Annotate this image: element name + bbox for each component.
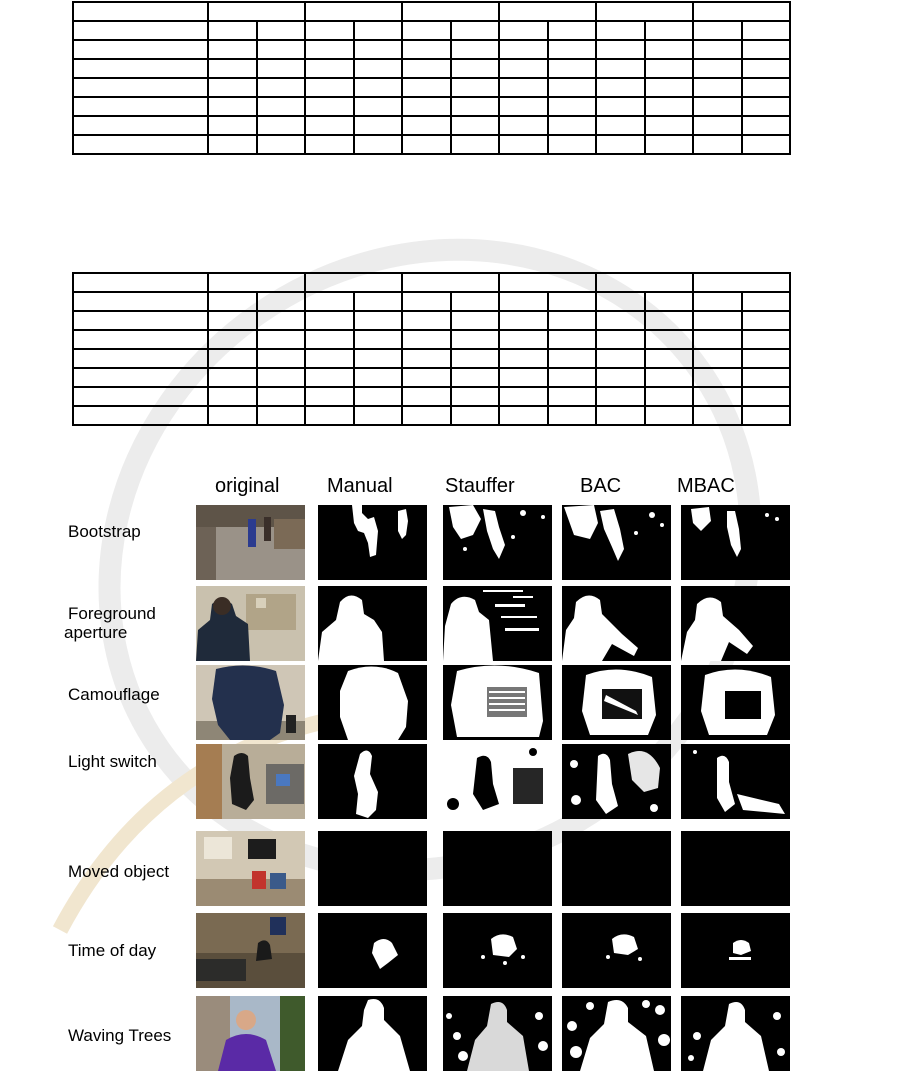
table-cell: [305, 273, 402, 292]
table-row: [73, 78, 790, 97]
table-cell: [499, 292, 548, 311]
column-header-mbac: MBAC: [677, 475, 735, 497]
table-row: [73, 40, 790, 59]
table-cell: [499, 97, 548, 116]
table-cell: [208, 97, 257, 116]
mbac-mask-camouflage: [681, 665, 790, 740]
table-cell: [645, 349, 694, 368]
table-cell: [742, 330, 791, 349]
table-cell: [257, 40, 306, 59]
table-cell: [693, 292, 742, 311]
mbac-mask-light-switch: [681, 744, 790, 819]
table-cell: [402, 349, 451, 368]
manual-mask-camouflage: [318, 665, 427, 740]
table-cell: [451, 21, 500, 40]
table-cell: [451, 349, 500, 368]
table-cell: [305, 311, 354, 330]
table-cell: [451, 387, 500, 406]
table-row: [73, 59, 790, 78]
table-cell: [305, 406, 354, 425]
table-cell: [257, 406, 306, 425]
table-row: [73, 311, 790, 330]
table-cell: [402, 368, 451, 387]
table-cell: [354, 40, 403, 59]
table-cell: [499, 78, 548, 97]
bac-mask-moved-object: [562, 831, 671, 906]
table-row: [73, 135, 790, 154]
row-label-time-of-day: Time of day: [68, 941, 157, 960]
table-cell: [742, 292, 791, 311]
table-cell: [208, 78, 257, 97]
table-cell: [451, 406, 500, 425]
table-cell: [596, 311, 645, 330]
table-cell: [73, 273, 208, 292]
table-cell: [354, 116, 403, 135]
table-cell: [257, 311, 306, 330]
table-cell: [354, 368, 403, 387]
table-cell: [499, 273, 596, 292]
mbac-mask-moved-object: [681, 831, 790, 906]
manual-mask-time-of-day: [318, 913, 427, 988]
table-cell: [305, 2, 402, 21]
bac-mask-time-of-day: [562, 913, 671, 988]
table-cell: [257, 330, 306, 349]
table-cell: [645, 292, 694, 311]
original-frame-moved-object: [196, 831, 305, 906]
table-cell: [257, 292, 306, 311]
table-cell: [645, 59, 694, 78]
stauffer-mask-time-of-day: [443, 913, 552, 988]
table-cell: [402, 387, 451, 406]
table-cell: [693, 406, 742, 425]
table-cell: [305, 368, 354, 387]
table-cell: [257, 349, 306, 368]
original-frame-camouflage: [196, 665, 305, 740]
stauffer-mask-foreground-aperture: [443, 586, 552, 661]
table-cell: [354, 330, 403, 349]
bac-mask-foreground-aperture: [562, 586, 671, 661]
table-cell: [354, 311, 403, 330]
table-cell: [208, 135, 257, 154]
table-cell: [499, 368, 548, 387]
table-cell: [548, 116, 597, 135]
table-cell: [305, 330, 354, 349]
stauffer-mask-waving-trees: [443, 996, 552, 1071]
table-cell: [693, 116, 742, 135]
table-cell: [499, 349, 548, 368]
table-cell: [208, 21, 257, 40]
table-cell: [451, 97, 500, 116]
table-cell: [354, 387, 403, 406]
table-cell: [354, 406, 403, 425]
mbac-mask-time-of-day: [681, 913, 790, 988]
table-cell: [257, 387, 306, 406]
table-cell: [742, 387, 791, 406]
table-cell: [499, 59, 548, 78]
table-cell: [693, 97, 742, 116]
table-cell: [596, 292, 645, 311]
table-row: [73, 116, 790, 135]
table-cell: [693, 330, 742, 349]
manual-mask-waving-trees: [318, 996, 427, 1071]
table-cell: [305, 59, 354, 78]
table-cell: [73, 116, 208, 135]
table-cell: [73, 135, 208, 154]
table-cell: [208, 40, 257, 59]
bac-mask-light-switch: [562, 744, 671, 819]
column-header-bac: BAC: [580, 475, 622, 497]
table-cell: [305, 97, 354, 116]
table-cell: [499, 387, 548, 406]
table-cell: [548, 135, 597, 154]
row-label-moved-object: Moved object: [68, 862, 170, 881]
table-cell: [73, 368, 208, 387]
table-cell: [402, 59, 451, 78]
table-cell: [742, 116, 791, 135]
table-cell: [208, 387, 257, 406]
table-cell: [645, 21, 694, 40]
table-cell: [73, 406, 208, 425]
table-cell: [499, 116, 548, 135]
table-cell: [73, 311, 208, 330]
table-cell: [596, 78, 645, 97]
table-cell: [305, 21, 354, 40]
table-cell: [693, 40, 742, 59]
table-row: [73, 406, 790, 425]
table-cell: [402, 273, 499, 292]
row-label-light-switch: Light switch: [68, 752, 157, 771]
table-cell: [548, 349, 597, 368]
mbac-mask-bootstrap: [681, 505, 790, 580]
table-header-row: [73, 273, 790, 292]
table-cell: [73, 59, 208, 78]
table-cell: [354, 135, 403, 154]
table-cell: [596, 40, 645, 59]
table-cell: [742, 311, 791, 330]
table-cell: [208, 311, 257, 330]
table-row: [73, 330, 790, 349]
table-cell: [73, 330, 208, 349]
table-cell: [451, 59, 500, 78]
table-cell: [354, 349, 403, 368]
table-cell: [548, 21, 597, 40]
table-cell: [548, 97, 597, 116]
table-cell: [73, 97, 208, 116]
table-cell: [693, 21, 742, 40]
table-cell: [402, 311, 451, 330]
table-header-row: [73, 2, 790, 21]
table-cell: [499, 40, 548, 59]
table-cell: [596, 273, 693, 292]
table-cell: [257, 78, 306, 97]
table-cell: [499, 135, 548, 154]
table-cell: [354, 97, 403, 116]
table-cell: [742, 59, 791, 78]
row-label-waving-trees: Waving Trees: [68, 1026, 172, 1045]
table-row: [73, 387, 790, 406]
table-cell: [402, 21, 451, 40]
table-cell: [548, 292, 597, 311]
table-cell: [208, 349, 257, 368]
table-cell: [451, 311, 500, 330]
table-cell: [693, 368, 742, 387]
column-header-stauffer: Stauffer: [445, 475, 515, 497]
original-frame-light-switch: [196, 744, 305, 819]
table-cell: [73, 292, 208, 311]
table-cell: [693, 2, 790, 21]
table-cell: [548, 311, 597, 330]
table-cell: [73, 21, 208, 40]
table-cell: [208, 368, 257, 387]
table-cell: [451, 116, 500, 135]
table-cell: [402, 292, 451, 311]
row-label-bootstrap: Bootstrap: [68, 522, 141, 541]
mbac-mask-foreground-aperture: [681, 586, 790, 661]
table-cell: [645, 40, 694, 59]
table-cell: [596, 368, 645, 387]
table-cell: [354, 292, 403, 311]
table-cell: [73, 387, 208, 406]
table-row: [73, 21, 790, 40]
table-cell: [305, 387, 354, 406]
table-cell: [73, 40, 208, 59]
table-row: [73, 349, 790, 368]
table-cell: [402, 116, 451, 135]
table-cell: [257, 21, 306, 40]
table-cell: [354, 59, 403, 78]
table-cell: [305, 292, 354, 311]
row-label-foreground-aperture-line1: Foreground: [68, 604, 156, 623]
table-cell: [596, 135, 645, 154]
table-cell: [402, 406, 451, 425]
table-cell: [596, 387, 645, 406]
table-cell: [305, 135, 354, 154]
table-cell: [548, 330, 597, 349]
table-cell: [451, 40, 500, 59]
table-cell: [402, 2, 499, 21]
table-cell: [742, 78, 791, 97]
results-table-1: [72, 1, 791, 155]
table-cell: [451, 78, 500, 97]
table-cell: [499, 406, 548, 425]
table-cell: [548, 406, 597, 425]
table-cell: [645, 116, 694, 135]
table-cell: [693, 78, 742, 97]
table-cell: [693, 349, 742, 368]
table-cell: [548, 368, 597, 387]
table-row: [73, 292, 790, 311]
table-cell: [499, 2, 596, 21]
table-cell: [596, 349, 645, 368]
table-cell: [596, 21, 645, 40]
table-cell: [742, 40, 791, 59]
table-cell: [645, 97, 694, 116]
table-cell: [742, 97, 791, 116]
table-cell: [596, 97, 645, 116]
table-cell: [596, 2, 693, 21]
table-cell: [596, 59, 645, 78]
table-cell: [742, 368, 791, 387]
table-cell: [742, 349, 791, 368]
table-cell: [548, 78, 597, 97]
table-cell: [548, 59, 597, 78]
table-cell: [208, 292, 257, 311]
column-header-original: original: [215, 475, 280, 497]
row-label-camouflage: Camouflage: [68, 685, 160, 704]
bac-mask-bootstrap: [562, 505, 671, 580]
table-row: [73, 368, 790, 387]
table-cell: [305, 116, 354, 135]
original-frame-foreground-aperture: [196, 586, 305, 661]
table-cell: [257, 59, 306, 78]
results-table-2: [72, 272, 791, 426]
table-cell: [596, 116, 645, 135]
table-cell: [645, 368, 694, 387]
table-cell: [208, 273, 305, 292]
table-cell: [402, 78, 451, 97]
table-cell: [354, 21, 403, 40]
table-cell: [693, 273, 790, 292]
table-cell: [645, 135, 694, 154]
bac-mask-waving-trees: [562, 996, 671, 1071]
table-cell: [208, 406, 257, 425]
table-cell: [596, 406, 645, 425]
table-cell: [257, 97, 306, 116]
table-cell: [305, 40, 354, 59]
stauffer-mask-bootstrap: [443, 505, 552, 580]
table-cell: [208, 59, 257, 78]
table-cell: [257, 368, 306, 387]
table-cell: [499, 311, 548, 330]
stauffer-mask-moved-object: [443, 831, 552, 906]
table-cell: [693, 311, 742, 330]
table-cell: [548, 387, 597, 406]
table-cell: [742, 21, 791, 40]
bac-mask-camouflage: [562, 665, 671, 740]
manual-mask-foreground-aperture: [318, 586, 427, 661]
stauffer-mask-camouflage: [443, 665, 552, 740]
table-cell: [548, 40, 597, 59]
table-cell: [451, 292, 500, 311]
table-cell: [257, 116, 306, 135]
table-cell: [208, 2, 305, 21]
table-cell: [499, 21, 548, 40]
table-cell: [742, 406, 791, 425]
table-cell: [257, 135, 306, 154]
table-cell: [73, 349, 208, 368]
row-label-foreground-aperture-line2: aperture: [64, 623, 128, 642]
original-frame-time-of-day: [196, 913, 305, 988]
table-cell: [742, 135, 791, 154]
table-cell: [305, 349, 354, 368]
table-cell: [402, 330, 451, 349]
table-cell: [693, 135, 742, 154]
column-header-manual: Manual: [327, 475, 393, 497]
table-cell: [645, 406, 694, 425]
table-cell: [402, 135, 451, 154]
table-cell: [208, 330, 257, 349]
original-frame-waving-trees: [196, 996, 305, 1071]
table-cell: [354, 78, 403, 97]
table-cell: [73, 78, 208, 97]
table-cell: [645, 330, 694, 349]
table-cell: [645, 311, 694, 330]
table-cell: [596, 330, 645, 349]
manual-mask-bootstrap: [318, 505, 427, 580]
table-cell: [73, 2, 208, 21]
table-cell: [451, 368, 500, 387]
table-cell: [693, 59, 742, 78]
table-cell: [499, 330, 548, 349]
table-cell: [305, 78, 354, 97]
table-row: [73, 97, 790, 116]
table-cell: [208, 116, 257, 135]
table-cell: [645, 78, 694, 97]
table-cell: [693, 387, 742, 406]
stauffer-mask-light-switch: [443, 744, 552, 819]
table-cell: [451, 330, 500, 349]
table-cell: [402, 40, 451, 59]
manual-mask-moved-object: [318, 831, 427, 906]
table-cell: [402, 97, 451, 116]
table-cell: [451, 135, 500, 154]
mbac-mask-waving-trees: [681, 996, 790, 1071]
original-frame-bootstrap: [196, 505, 305, 580]
table-cell: [645, 387, 694, 406]
manual-mask-light-switch: [318, 744, 427, 819]
